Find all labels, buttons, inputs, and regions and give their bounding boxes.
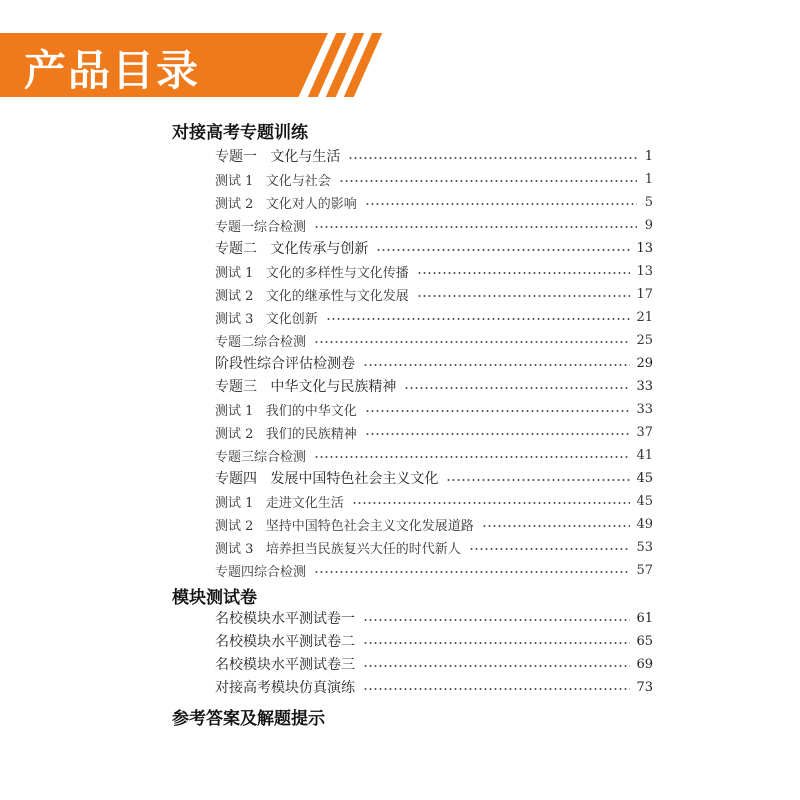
dot-leader — [446, 479, 630, 481]
dot-leader — [363, 642, 630, 644]
entry-label: 专题一综合检测 — [215, 219, 307, 235]
entry-page: 25 — [636, 332, 653, 348]
toc-entry[interactable] — [215, 353, 653, 373]
entry-label: 阶段性综合评估检测卷 — [215, 356, 355, 372]
dot-leader — [469, 548, 631, 550]
entry-page: 69 — [636, 656, 653, 672]
entry-page: 61 — [636, 610, 653, 626]
entry-page: 17 — [636, 286, 653, 302]
toc-entry[interactable] — [215, 399, 653, 419]
entry-label: 测试 2 文化对人的影响 — [215, 196, 357, 212]
entry-page: 33 — [636, 378, 653, 394]
entry-page: 5 — [644, 194, 653, 210]
entry-label: 名校模块水平测试卷一 — [215, 611, 355, 627]
entry-label: 测试 2 坚持中国特色社会主义文化发展道路 — [215, 518, 474, 534]
dot-leader — [314, 226, 637, 228]
entry-page: 53 — [636, 539, 653, 555]
entry-label: 专题二 文化传承与创新 — [215, 241, 369, 257]
toc-entry[interactable] — [215, 468, 653, 488]
entry-label: 测试 1 走进文化生活 — [215, 495, 344, 511]
toc-entry[interactable] — [215, 146, 653, 166]
toc-entry[interactable] — [215, 422, 653, 442]
entry-page: 1 — [644, 148, 653, 164]
dot-leader — [417, 272, 631, 274]
toc-entry[interactable] — [215, 491, 653, 511]
dot-leader — [376, 249, 630, 251]
entry-label: 名校模块水平测试卷二 — [215, 634, 355, 650]
toc-entry[interactable] — [215, 445, 653, 465]
dot-leader — [482, 525, 631, 527]
dot-leader — [363, 688, 630, 690]
dot-leader — [314, 341, 630, 343]
toc-entry[interactable] — [215, 654, 653, 674]
entry-label: 专题四 发展中国特色社会主义文化 — [215, 471, 439, 487]
toc-entry[interactable] — [215, 514, 653, 534]
toc-entry[interactable] — [215, 169, 653, 189]
entry-page: 57 — [636, 562, 653, 578]
entry-page: 65 — [636, 633, 653, 649]
toc-entry[interactable] — [215, 537, 653, 557]
dot-leader — [417, 295, 631, 297]
entry-page: 9 — [644, 217, 653, 233]
dot-leader — [348, 157, 637, 159]
dot-leader — [363, 364, 630, 366]
toc-entry[interactable] — [215, 238, 653, 258]
dot-leader — [352, 502, 631, 504]
entry-page: 29 — [636, 355, 653, 371]
entry-label: 测试 3 文化创新 — [215, 311, 318, 327]
toc-entry[interactable] — [215, 608, 653, 628]
page-title: 产品目录 — [24, 46, 201, 95]
toc-entry[interactable] — [215, 560, 653, 580]
entry-label: 专题三 中华文化与民族精神 — [215, 379, 397, 395]
entry-page: 49 — [636, 516, 653, 532]
entry-page: 13 — [636, 240, 653, 256]
entry-page: 21 — [636, 309, 653, 325]
dot-leader — [404, 387, 630, 389]
entry-label: 测试 3 培养担当民族复兴大任的时代新人 — [215, 541, 461, 557]
dot-leader — [339, 180, 637, 182]
entry-page: 45 — [636, 493, 653, 509]
toc-entry[interactable] — [215, 261, 653, 281]
dot-leader — [365, 410, 631, 412]
entry-page: 37 — [636, 424, 653, 440]
entry-page: 1 — [644, 171, 653, 187]
entry-page: 73 — [636, 679, 653, 695]
toc-entry[interactable] — [215, 192, 653, 212]
dot-leader — [365, 203, 637, 205]
toc-entry[interactable] — [215, 677, 653, 697]
entry-label: 名校模块水平测试卷三 — [215, 657, 355, 673]
section-heading: 模块测试卷 — [172, 588, 257, 608]
section-heading: 参考答案及解题提示 — [172, 709, 325, 729]
dot-leader — [314, 456, 630, 458]
section-heading: 对接高考专题训练 — [172, 123, 308, 143]
dot-leader — [365, 433, 631, 435]
entry-label: 测试 2 我们的民族精神 — [215, 426, 357, 442]
entry-page: 33 — [636, 401, 653, 417]
entry-label: 对接高考模块仿真演练 — [215, 680, 355, 696]
dot-leader — [363, 665, 630, 667]
toc-entry[interactable] — [215, 215, 653, 235]
entry-label: 测试 1 文化的多样性与文化传播 — [215, 265, 409, 281]
toc-entry[interactable] — [215, 376, 653, 396]
entry-label: 测试 1 我们的中华文化 — [215, 403, 357, 419]
entry-page: 45 — [636, 470, 653, 486]
entry-page: 41 — [636, 447, 653, 463]
dot-leader — [363, 619, 630, 621]
dot-leader — [326, 318, 631, 320]
toc-entry[interactable] — [215, 631, 653, 651]
entry-label: 测试 2 文化的继承性与文化发展 — [215, 288, 409, 304]
entry-label: 专题三综合检测 — [215, 449, 307, 465]
toc-entry[interactable] — [215, 284, 653, 304]
toc-entry[interactable] — [215, 307, 653, 327]
toc-entry[interactable] — [215, 330, 653, 350]
entry-label: 测试 1 文化与社会 — [215, 173, 331, 189]
entry-label: 专题四综合检测 — [215, 564, 307, 580]
entry-page: 13 — [636, 263, 653, 279]
dot-leader — [314, 571, 630, 573]
entry-label: 专题一 文化与生活 — [215, 149, 341, 165]
entry-label: 专题二综合检测 — [215, 334, 307, 350]
